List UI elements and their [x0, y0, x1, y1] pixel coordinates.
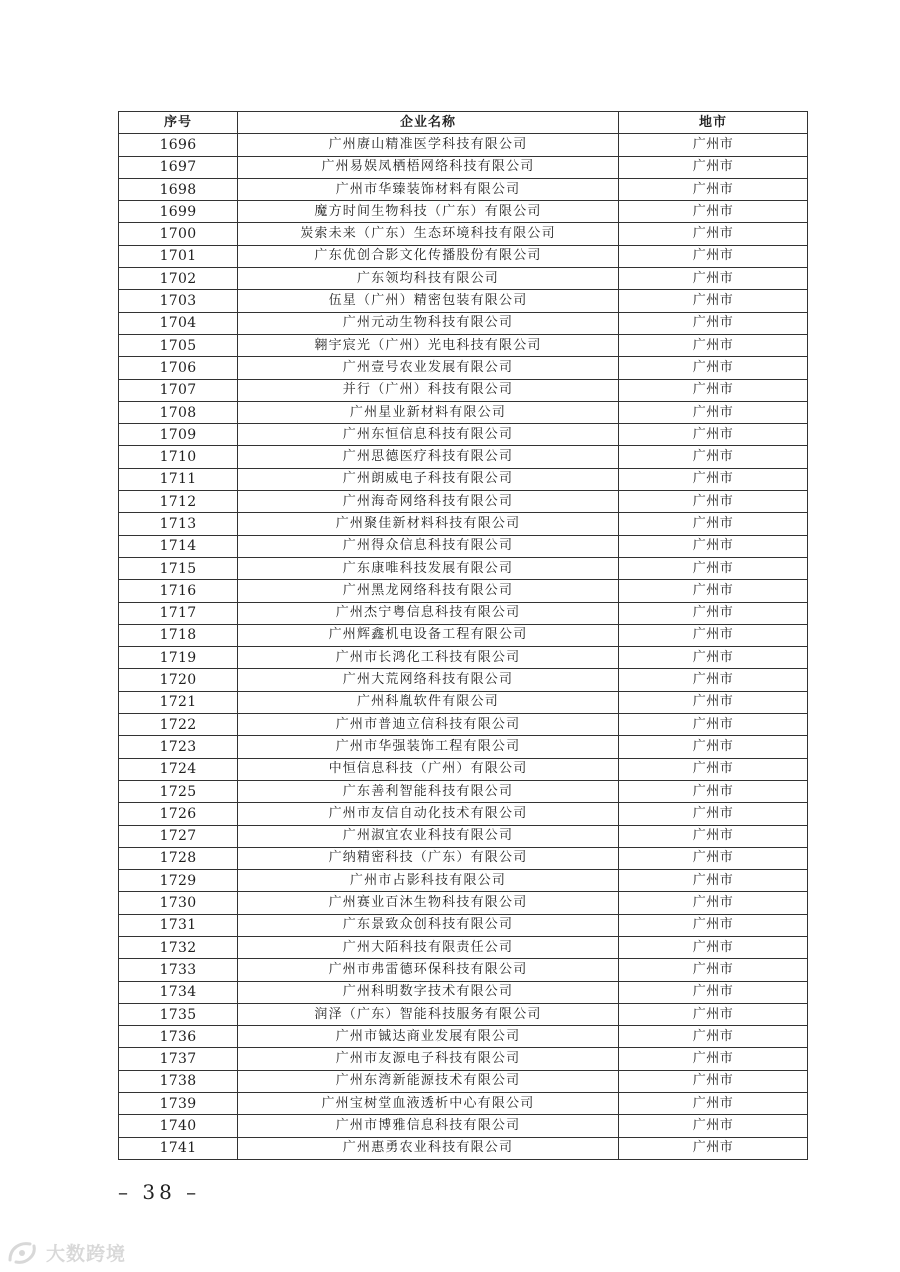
seq-cell: 1715 [119, 557, 238, 579]
seq-cell: 1721 [119, 691, 238, 713]
table-row [119, 1093, 808, 1115]
city-cell: 广州市 [619, 557, 808, 579]
city-cell: 广州市 [619, 914, 808, 936]
seq-cell: 1739 [119, 1093, 238, 1115]
table-row [119, 401, 808, 423]
table-row [119, 736, 808, 758]
company-name-cell: 并行（广州）科技有限公司 [238, 379, 619, 401]
company-name-cell: 广州易娱凤栖梧网络科技有限公司 [238, 156, 619, 178]
city-cell: 广州市 [619, 446, 808, 468]
city-cell: 广州市 [619, 647, 808, 669]
table-row [119, 424, 808, 446]
company-name-cell: 广州东恒信息科技有限公司 [238, 424, 619, 446]
company-name-cell: 广州东湾新能源技术有限公司 [238, 1070, 619, 1092]
seq-cell: 1711 [119, 468, 238, 490]
table-row [119, 624, 808, 646]
table-body [119, 134, 808, 1160]
table-row [119, 892, 808, 914]
seq-cell: 1707 [119, 379, 238, 401]
table-row [119, 1115, 808, 1137]
table-row [119, 379, 808, 401]
city-cell: 广州市 [619, 624, 808, 646]
table-row [119, 468, 808, 490]
table-row [119, 981, 808, 1003]
table-row [119, 870, 808, 892]
city-cell: 广州市 [619, 334, 808, 356]
seq-cell: 1741 [119, 1137, 238, 1159]
table-row [119, 178, 808, 200]
city-cell: 广州市 [619, 981, 808, 1003]
city-cell: 广州市 [619, 424, 808, 446]
company-name-cell: 广州市华臻装饰材料有限公司 [238, 178, 619, 200]
table-row [119, 1003, 808, 1025]
company-name-cell: 广州星业新材料有限公司 [238, 401, 619, 423]
city-cell: 广州市 [619, 1048, 808, 1070]
seq-cell: 1736 [119, 1026, 238, 1048]
city-cell: 广州市 [619, 156, 808, 178]
table-row [119, 334, 808, 356]
seq-cell: 1734 [119, 981, 238, 1003]
table-row [119, 847, 808, 869]
seq-cell: 1732 [119, 936, 238, 958]
table-row [119, 446, 808, 468]
city-cell: 广州市 [619, 312, 808, 334]
city-cell: 广州市 [619, 468, 808, 490]
seq-cell: 1731 [119, 914, 238, 936]
company-name-cell: 广州大荒网络科技有限公司 [238, 669, 619, 691]
company-name-cell: 广州宝树堂血液透析中心有限公司 [238, 1093, 619, 1115]
seq-cell: 1699 [119, 201, 238, 223]
city-cell: 广州市 [619, 535, 808, 557]
seq-cell: 1700 [119, 223, 238, 245]
city-cell: 广州市 [619, 714, 808, 736]
city-cell: 广州市 [619, 245, 808, 267]
company-name-cell: 广东景致众创科技有限公司 [238, 914, 619, 936]
seq-cell: 1728 [119, 847, 238, 869]
city-cell: 广州市 [619, 357, 808, 379]
table-row [119, 691, 808, 713]
seq-cell: 1727 [119, 825, 238, 847]
company-name-cell: 广州市普迪立信科技有限公司 [238, 714, 619, 736]
watermark [6, 1238, 126, 1266]
city-cell: 广州市 [619, 178, 808, 200]
table-row [119, 914, 808, 936]
table-header [119, 112, 808, 134]
enterprise-table-container [118, 111, 807, 1160]
table-row [119, 557, 808, 579]
company-name-cell: 广州朗威电子科技有限公司 [238, 468, 619, 490]
table-row [119, 825, 808, 847]
header-seq: 序号 [119, 112, 238, 134]
company-name-cell: 广州黑龙网络科技有限公司 [238, 580, 619, 602]
company-name-cell: 广州市友信自动化技术有限公司 [238, 803, 619, 825]
company-name-cell: 广州辉鑫机电设备工程有限公司 [238, 624, 619, 646]
company-name-cell: 广州科明数字技术有限公司 [238, 981, 619, 1003]
city-cell: 广州市 [619, 847, 808, 869]
city-cell: 广州市 [619, 513, 808, 535]
page-number: – 38 – [118, 1180, 201, 1204]
seq-cell: 1703 [119, 290, 238, 312]
seq-cell: 1712 [119, 491, 238, 513]
seq-cell: 1705 [119, 334, 238, 356]
table-row [119, 223, 808, 245]
company-name-cell: 广州壹号农业发展有限公司 [238, 357, 619, 379]
table-row [119, 1026, 808, 1048]
city-cell: 广州市 [619, 134, 808, 156]
table-row [119, 312, 808, 334]
table-row [119, 268, 808, 290]
company-name-cell: 广州赛业百沐生物科技有限公司 [238, 892, 619, 914]
seq-cell: 1701 [119, 245, 238, 267]
city-cell: 广州市 [619, 825, 808, 847]
table-row [119, 1070, 808, 1092]
seq-cell: 1724 [119, 758, 238, 780]
company-name-cell: 广州市铖达商业发展有限公司 [238, 1026, 619, 1048]
seq-cell: 1718 [119, 624, 238, 646]
seq-cell: 1708 [119, 401, 238, 423]
header-row [119, 112, 808, 134]
company-name-cell: 广州科胤软件有限公司 [238, 691, 619, 713]
seq-cell: 1723 [119, 736, 238, 758]
table-row [119, 758, 808, 780]
seq-cell: 1696 [119, 134, 238, 156]
company-name-cell: 广州淑宜农业科技有限公司 [238, 825, 619, 847]
seq-cell: 1698 [119, 178, 238, 200]
table-row [119, 780, 808, 802]
city-cell: 广州市 [619, 1093, 808, 1115]
seq-cell: 1740 [119, 1115, 238, 1137]
seq-cell: 1733 [119, 959, 238, 981]
seq-cell: 1720 [119, 669, 238, 691]
city-cell: 广州市 [619, 892, 808, 914]
table-row [119, 245, 808, 267]
city-cell: 广州市 [619, 580, 808, 602]
table-row [119, 357, 808, 379]
company-name-cell: 广东领均科技有限公司 [238, 268, 619, 290]
seq-cell: 1717 [119, 602, 238, 624]
seq-cell: 1719 [119, 647, 238, 669]
company-name-cell: 广州赓山精准医学科技有限公司 [238, 134, 619, 156]
city-cell: 广州市 [619, 758, 808, 780]
watermark-logo-icon [6, 1238, 40, 1266]
city-cell: 广州市 [619, 691, 808, 713]
company-name-cell: 炭索未来（广东）生态环境科技有限公司 [238, 223, 619, 245]
seq-cell: 1730 [119, 892, 238, 914]
table-row [119, 491, 808, 513]
company-name-cell: 广州得众信息科技有限公司 [238, 535, 619, 557]
city-cell: 广州市 [619, 268, 808, 290]
city-cell: 广州市 [619, 602, 808, 624]
table-row [119, 669, 808, 691]
company-name-cell: 伍星（广州）精密包装有限公司 [238, 290, 619, 312]
company-name-cell: 广州惠勇农业科技有限公司 [238, 1137, 619, 1159]
header-city: 地市 [619, 112, 808, 134]
table-row [119, 936, 808, 958]
table-row [119, 580, 808, 602]
city-cell: 广州市 [619, 491, 808, 513]
header-name: 企业名称 [238, 112, 619, 134]
city-cell: 广州市 [619, 1115, 808, 1137]
city-cell: 广州市 [619, 290, 808, 312]
seq-cell: 1737 [119, 1048, 238, 1070]
company-name-cell: 翱宇宸光（广州）光电科技有限公司 [238, 334, 619, 356]
seq-cell: 1729 [119, 870, 238, 892]
city-cell: 广州市 [619, 201, 808, 223]
city-cell: 广州市 [619, 1003, 808, 1025]
table-row [119, 290, 808, 312]
table-row [119, 714, 808, 736]
table-row [119, 1137, 808, 1159]
seq-cell: 1726 [119, 803, 238, 825]
company-name-cell: 中恒信息科技（广州）有限公司 [238, 758, 619, 780]
city-cell: 广州市 [619, 401, 808, 423]
city-cell: 广州市 [619, 669, 808, 691]
seq-cell: 1709 [119, 424, 238, 446]
table-row [119, 156, 808, 178]
table-row [119, 602, 808, 624]
table-row [119, 803, 808, 825]
table-row [119, 535, 808, 557]
company-name-cell: 广州市弗雷德环保科技有限公司 [238, 959, 619, 981]
company-name-cell: 广州市占影科技有限公司 [238, 870, 619, 892]
seq-cell: 1725 [119, 780, 238, 802]
seq-cell: 1697 [119, 156, 238, 178]
table-row [119, 134, 808, 156]
table-row [119, 647, 808, 669]
company-name-cell: 广州市博雅信息科技有限公司 [238, 1115, 619, 1137]
seq-cell: 1706 [119, 357, 238, 379]
seq-cell: 1735 [119, 1003, 238, 1025]
city-cell: 广州市 [619, 870, 808, 892]
company-name-cell: 广州市友源电子科技有限公司 [238, 1048, 619, 1070]
watermark-text: 大数跨境 [46, 1242, 127, 1265]
city-cell: 广州市 [619, 736, 808, 758]
company-name-cell: 润泽（广东）智能科技服务有限公司 [238, 1003, 619, 1025]
company-name-cell: 广州市华强装饰工程有限公司 [238, 736, 619, 758]
seq-cell: 1713 [119, 513, 238, 535]
city-cell: 广州市 [619, 959, 808, 981]
seq-cell: 1710 [119, 446, 238, 468]
company-name-cell: 魔方时间生物科技（广东）有限公司 [238, 201, 619, 223]
company-name-cell: 广州聚佳新材料科技有限公司 [238, 513, 619, 535]
company-name-cell: 广州思德医疗科技有限公司 [238, 446, 619, 468]
company-name-cell: 广州元动生物科技有限公司 [238, 312, 619, 334]
seq-cell: 1704 [119, 312, 238, 334]
table-row [119, 959, 808, 981]
seq-cell: 1702 [119, 268, 238, 290]
city-cell: 广州市 [619, 936, 808, 958]
table-row [119, 513, 808, 535]
enterprise-table [118, 111, 808, 1160]
seq-cell: 1714 [119, 535, 238, 557]
company-name-cell: 广东善利智能科技有限公司 [238, 780, 619, 802]
company-name-cell: 广州海奇网络科技有限公司 [238, 491, 619, 513]
city-cell: 广州市 [619, 1070, 808, 1092]
city-cell: 广州市 [619, 803, 808, 825]
city-cell: 广州市 [619, 1026, 808, 1048]
city-cell: 广州市 [619, 1137, 808, 1159]
seq-cell: 1738 [119, 1070, 238, 1092]
city-cell: 广州市 [619, 780, 808, 802]
company-name-cell: 广东康唯科技发展有限公司 [238, 557, 619, 579]
company-name-cell: 广州大陌科技有限责任公司 [238, 936, 619, 958]
company-name-cell: 广东优创合影文化传播股份有限公司 [238, 245, 619, 267]
company-name-cell: 广州市长鸿化工科技有限公司 [238, 647, 619, 669]
city-cell: 广州市 [619, 223, 808, 245]
seq-cell: 1722 [119, 714, 238, 736]
seq-cell: 1716 [119, 580, 238, 602]
city-cell: 广州市 [619, 379, 808, 401]
company-name-cell: 广州杰宁粤信息科技有限公司 [238, 602, 619, 624]
company-name-cell: 广纳精密科技（广东）有限公司 [238, 847, 619, 869]
table-row [119, 201, 808, 223]
table-row [119, 1048, 808, 1070]
